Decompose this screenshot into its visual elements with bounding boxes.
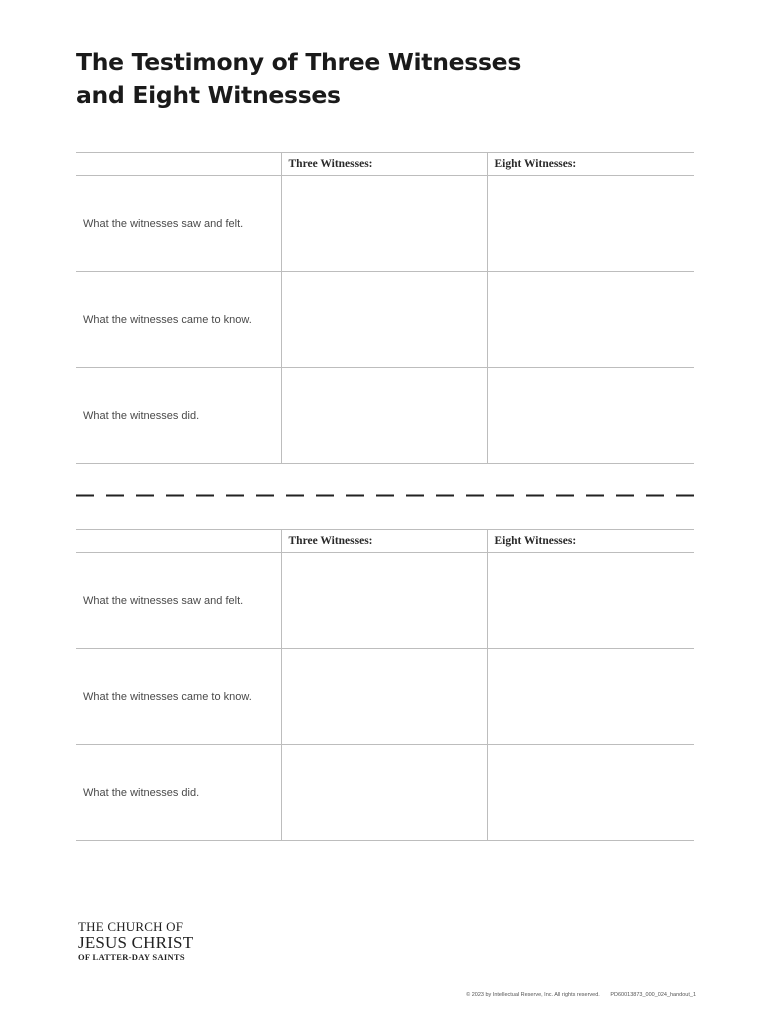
three-witnesses-answer-cell[interactable] [281, 649, 487, 745]
row-label-did: What the witnesses did. [76, 368, 281, 464]
eight-witnesses-answer-cell[interactable] [487, 649, 694, 745]
table-row [76, 272, 694, 368]
header-blank-cell [76, 153, 281, 176]
header-blank-cell [76, 530, 281, 553]
three-witnesses-answer-cell[interactable] [281, 553, 487, 649]
title-line-1: The Testimony of Three Witnesses [76, 48, 522, 76]
row-label-did: What the witnesses did. [76, 745, 281, 841]
table-row [76, 649, 694, 745]
document-code: PD60013873_000_024_handout_1 [610, 992, 696, 998]
page-title [76, 46, 636, 112]
copyright-notice: © 2023 by Intellectual Reserve, Inc. All rights reserved. [466, 992, 600, 998]
table-header-row [76, 530, 694, 553]
logo-line-3: OF LATTER-DAY SAINTS [78, 952, 185, 962]
church-logo [78, 920, 193, 962]
witness-table-top [76, 152, 694, 464]
header-three-witnesses: Three Witnesses: [281, 153, 487, 176]
header-eight-witnesses: Eight Witnesses: [487, 153, 694, 176]
eight-witnesses-answer-cell[interactable] [487, 553, 694, 649]
row-label-came-to-know: What the witnesses came to know. [76, 649, 281, 745]
three-witnesses-answer-cell[interactable] [281, 368, 487, 464]
three-witnesses-answer-cell[interactable] [281, 272, 487, 368]
three-witnesses-answer-cell[interactable] [281, 176, 487, 272]
eight-witnesses-answer-cell[interactable] [487, 368, 694, 464]
header-eight-witnesses: Eight Witnesses: [487, 530, 694, 553]
table-row [76, 176, 694, 272]
table-row [76, 553, 694, 649]
row-label-saw-felt: What the witnesses saw and felt. [76, 176, 281, 272]
row-label-came-to-know: What the witnesses came to know. [76, 272, 281, 368]
three-witnesses-answer-cell[interactable] [281, 745, 487, 841]
table-row [76, 745, 694, 841]
eight-witnesses-answer-cell[interactable] [487, 745, 694, 841]
table-row [76, 368, 694, 464]
logo-line-1: THE CHURCH OF [78, 919, 184, 934]
witness-table-bottom [76, 529, 694, 841]
header-three-witnesses: Three Witnesses: [281, 530, 487, 553]
footer [466, 992, 696, 998]
title-line-2: and Eight Witnesses [76, 81, 341, 109]
row-label-saw-felt: What the witnesses saw and felt. [76, 553, 281, 649]
eight-witnesses-answer-cell[interactable] [487, 272, 694, 368]
logo-line-2: JESUS CHRIST [78, 933, 194, 952]
dashed-cut-line [76, 494, 694, 497]
table-header-row [76, 153, 694, 176]
eight-witnesses-answer-cell[interactable] [487, 176, 694, 272]
